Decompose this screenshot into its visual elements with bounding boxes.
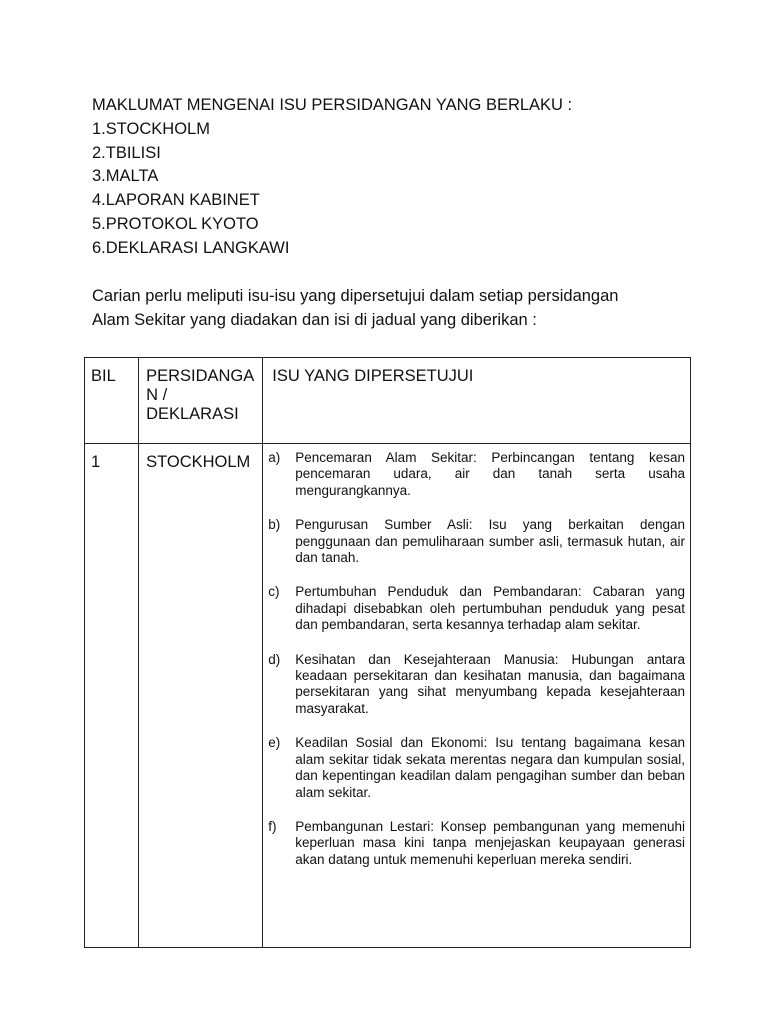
instruction-line: Alam Sekitar yang diadakan dan isi di jadual yang diberikan : (92, 311, 537, 329)
row-conference: STOCKHOLM (139, 444, 263, 948)
header-conference-line: PERSIDANGA (146, 367, 255, 385)
instruction-paragraph (92, 284, 712, 332)
issue-marker: f) (268, 818, 277, 834)
list-item (268, 819, 685, 868)
row-number: 1 (85, 444, 139, 948)
list-item (268, 450, 685, 499)
row-issues (263, 444, 691, 948)
issue-marker: d) (268, 651, 281, 667)
list-item: 3.MALTA (92, 167, 159, 186)
issue-marker: e) (268, 735, 281, 751)
issue-list (263, 444, 690, 868)
header-conference-line: DEKLARASI (146, 405, 239, 423)
issue-marker: c) (268, 584, 280, 600)
issue-marker: b) (268, 517, 281, 533)
conference-list (92, 94, 572, 261)
list-item (268, 735, 685, 801)
header-conference-line: N / (146, 386, 168, 404)
issue-text: Keadilan Sosial dan Ekonomi: Isu tentang bagaimana kesan alam sekitar tidak sekata merentas negara dan kumpulan sosial, dan kepentingan keadilan dalam pengagihan sumber dan beban alam sekitar. (295, 735, 685, 800)
issue-text: Pembangunan Lestari: Konsep pembangunan yang memenuhi keperluan masa kini tanpa menjejaskan keupayaan generasi akan datang untuk memenuhi keperluan mereka sendiri. (295, 818, 685, 867)
list-item: 6.DEKLARASI LANGKAWI (92, 238, 290, 257)
list-item (268, 584, 685, 633)
header-conference (139, 358, 263, 444)
list-item: 4.LAPORAN KABINET (92, 191, 260, 210)
issue-text: Pertumbuhan Penduduk dan Pembandaran: Cabaran yang dihadapi disebabkan oleh pertumbuhan penduduk yang pesat dan pembandaran, serta kesannya terhadap alam sekitar. (295, 584, 685, 633)
issue-text: Pengurusan Sumber Asli: Isu yang berkaitan dengan penggunaan dan pemuliharaan sumber asli, termasuk hutan, air dan tanah. (295, 517, 685, 566)
header-bil: BIL (85, 358, 139, 444)
table-header-row (85, 358, 691, 444)
table-row (85, 444, 691, 948)
issue-text: Pencemaran Alam Sekitar: Perbincangan tentang kesan pencemaran udara, air dan tanah serta usaha mengurangkannya. (295, 450, 685, 498)
list-item (268, 652, 685, 718)
issue-text: Kesihatan dan Kesejahteraan Manusia: Hubungan antara keadaan persekitaran dan kesihatan manusia, dan bagaimana persekitaran yang sihat menyumbang kepada kesejahteraan masyarakat. (295, 651, 685, 716)
instruction-line: Carian perlu meliputi isu-isu yang dipersetujui dalam setiap persidangan (92, 287, 619, 305)
list-item: 5.PROTOKOL KYOTO (92, 214, 259, 233)
list-item: 1.STOCKHOLM (92, 119, 210, 138)
header-issues: ISU YANG DIPERSETUJUI (263, 358, 691, 444)
list-title: MAKLUMAT MENGENAI ISU PERSIDANGAN YANG BERLAKU : (92, 96, 573, 114)
issues-table (84, 357, 691, 948)
list-item (268, 517, 685, 566)
issue-marker: a) (268, 450, 281, 465)
list-item: 2.TBILISI (92, 143, 161, 162)
